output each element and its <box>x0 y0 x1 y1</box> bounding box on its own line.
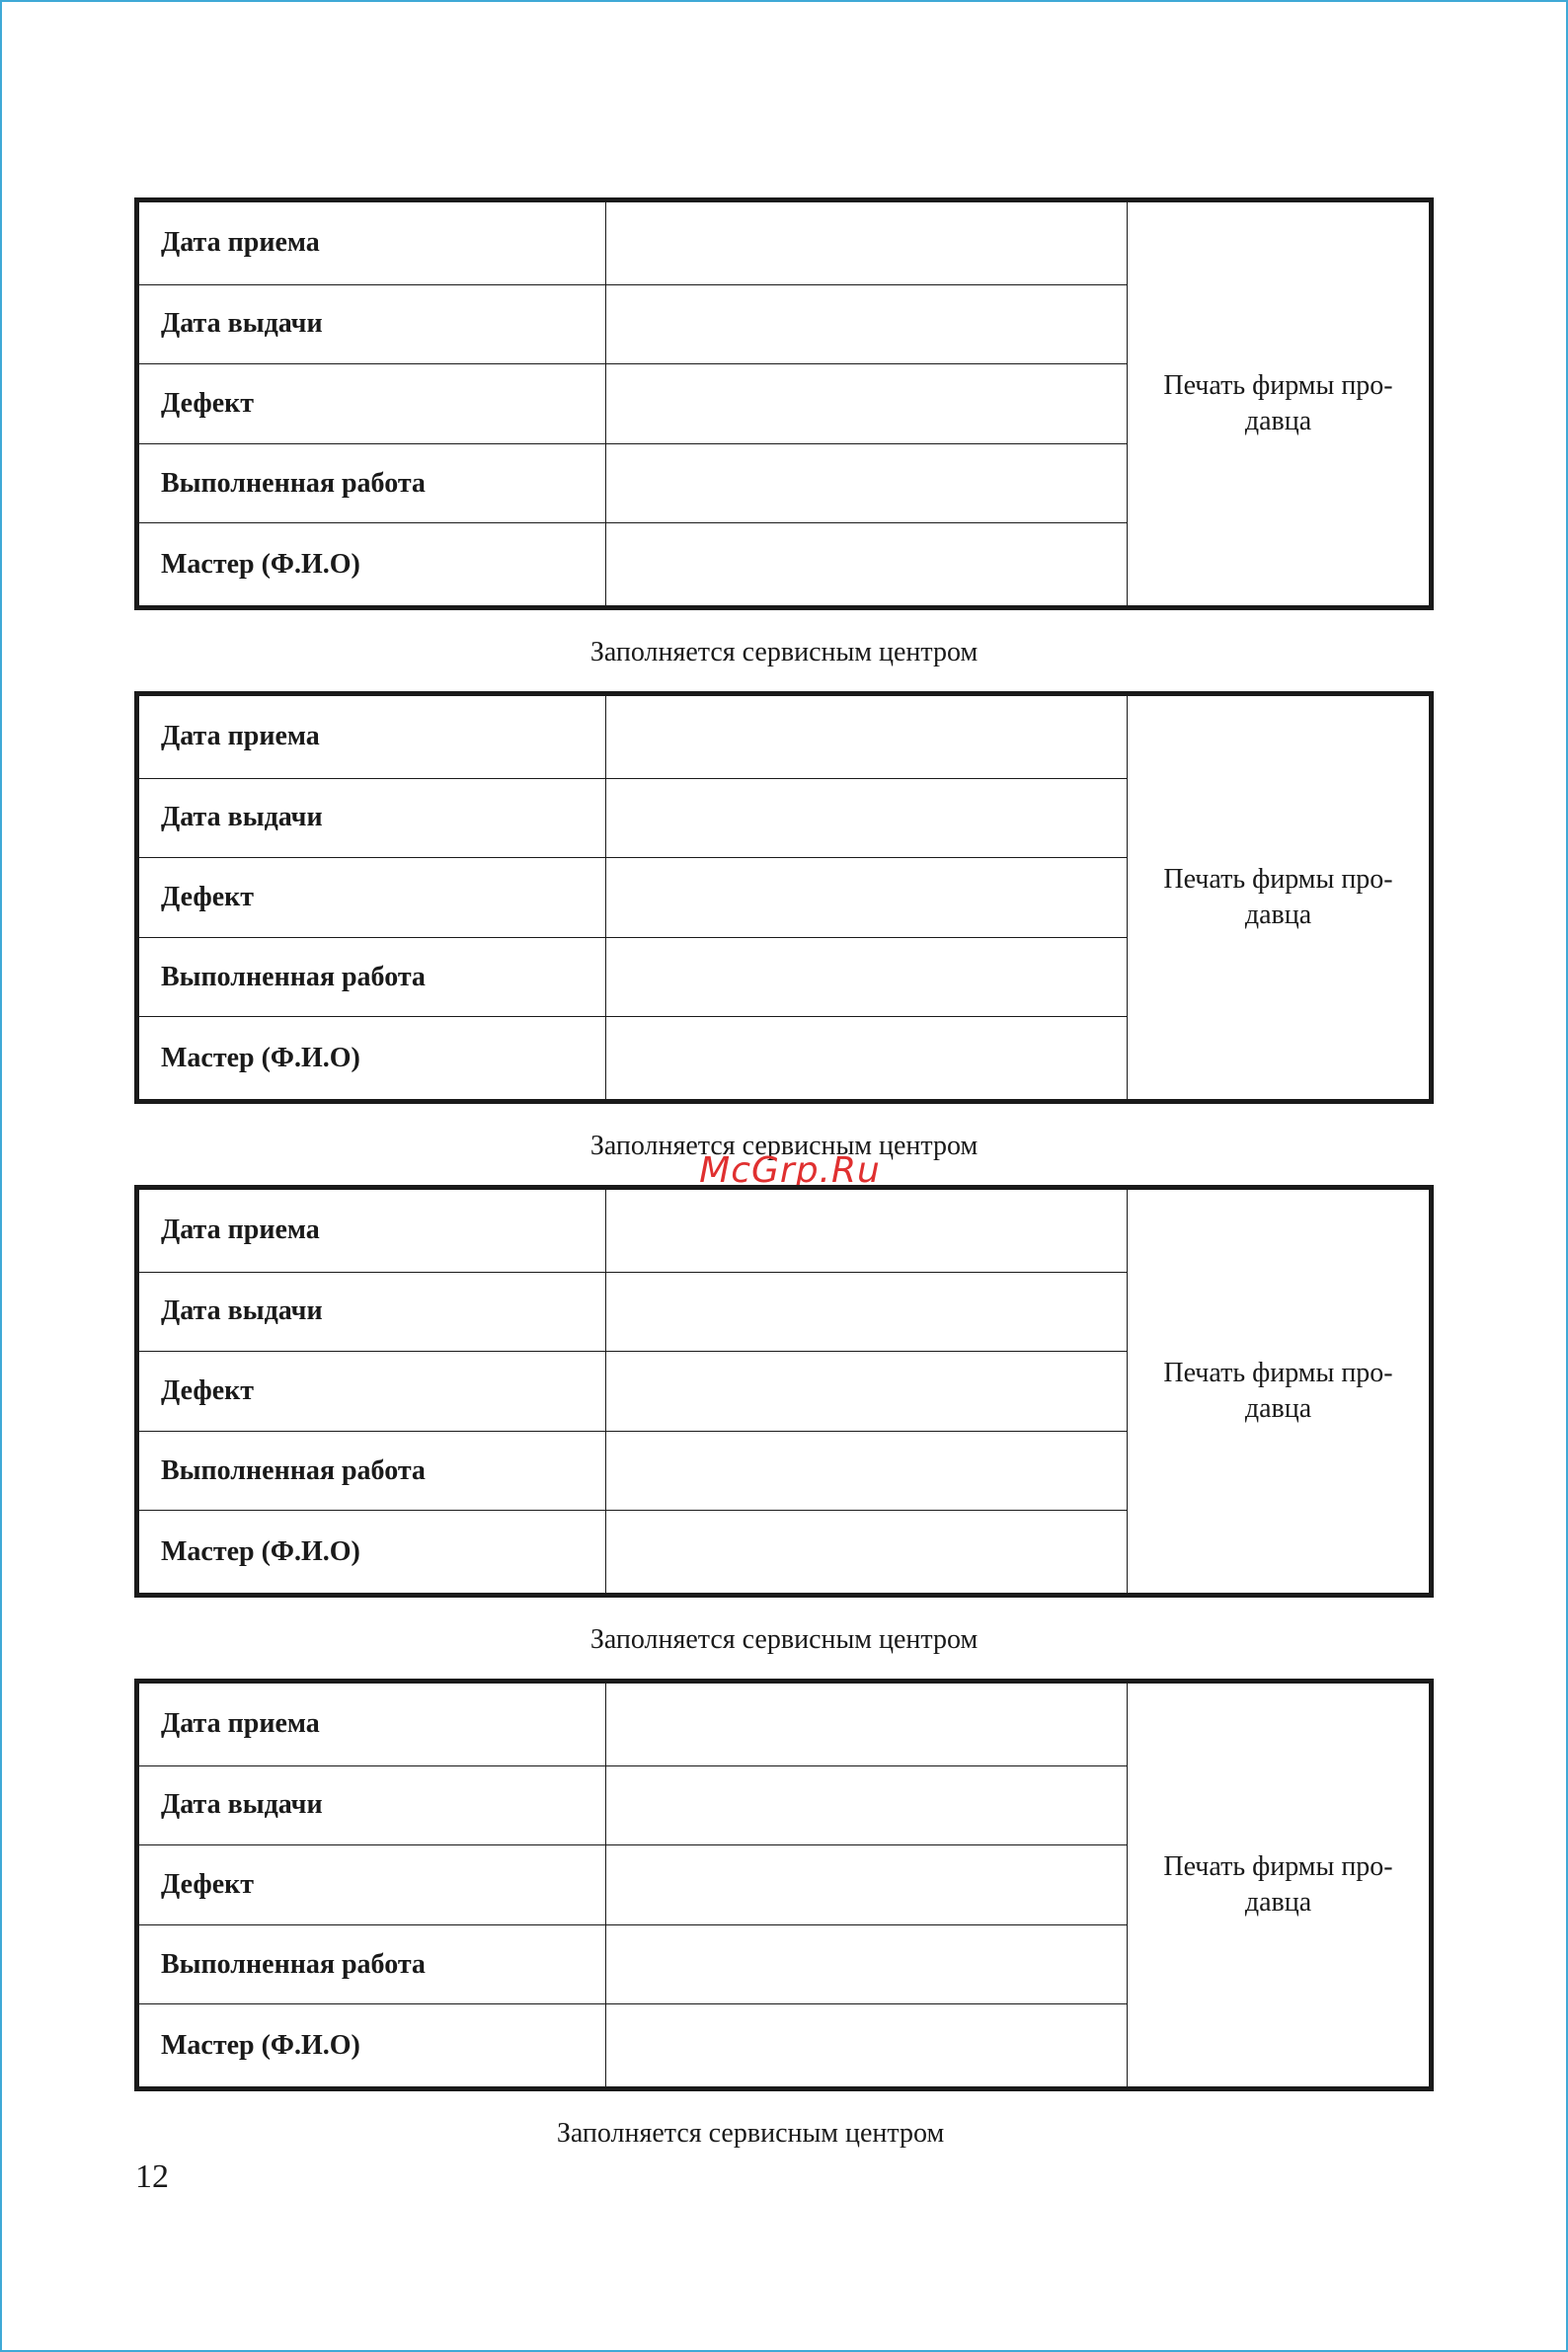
stamp-text-line1: Печать фирмы про- <box>1163 370 1393 401</box>
label-master: Мастер (Ф.И.О) <box>137 2004 606 2089</box>
work-done-field[interactable] <box>606 443 1128 523</box>
issue-date-field[interactable] <box>606 1765 1128 1845</box>
seller-stamp-area <box>1128 1188 1432 1596</box>
service-form-3 <box>134 1185 1434 1598</box>
label-work-done: Выполненная работа <box>137 1924 606 2004</box>
stamp-text-line2: давца <box>1244 1393 1312 1424</box>
label-defect: Дефект <box>137 858 606 938</box>
service-form-1 <box>134 197 1434 610</box>
work-done-field[interactable] <box>606 937 1128 1017</box>
defect-field[interactable] <box>606 1845 1128 1925</box>
seller-stamp-area <box>1128 694 1432 1102</box>
form-caption-4: Заполняется сервисным центром <box>556 2118 945 2149</box>
master-field[interactable] <box>606 1511 1128 1596</box>
stamp-text-line2: давца <box>1244 406 1312 436</box>
received-date-field[interactable] <box>606 694 1128 779</box>
label-received-date: Дата приема <box>137 1188 606 1273</box>
issue-date-field[interactable] <box>606 1272 1128 1352</box>
stamp-text-line1: Печать фирмы про- <box>1163 1851 1393 1882</box>
master-field[interactable] <box>606 523 1128 608</box>
work-done-field[interactable] <box>606 1431 1128 1511</box>
label-master: Мастер (Ф.И.О) <box>137 523 606 608</box>
label-issue-date: Дата выдачи <box>137 1765 606 1845</box>
defect-field[interactable] <box>606 364 1128 444</box>
label-received-date: Дата приема <box>137 200 606 285</box>
label-defect: Дефект <box>137 1352 606 1432</box>
label-master: Мастер (Ф.И.О) <box>137 1511 606 1596</box>
stamp-text-line1: Печать фирмы про- <box>1163 1358 1393 1388</box>
form-caption-2: Заполняется сервисным центром <box>589 1131 979 1161</box>
issue-date-field[interactable] <box>606 778 1128 858</box>
watermark: McGrp.Ru <box>699 1150 881 1191</box>
seller-stamp-area <box>1128 1682 1432 2089</box>
label-defect: Дефект <box>137 364 606 444</box>
form-caption-3: Заполняется сервисным центром <box>589 1624 979 1655</box>
label-issue-date: Дата выдачи <box>137 284 606 364</box>
label-master: Мастер (Ф.И.О) <box>137 1017 606 1102</box>
issue-date-field[interactable] <box>606 284 1128 364</box>
received-date-field[interactable] <box>606 200 1128 285</box>
service-form-2 <box>134 691 1434 1104</box>
label-work-done: Выполненная работа <box>137 937 606 1017</box>
label-received-date: Дата приема <box>137 694 606 779</box>
stamp-text-line2: давца <box>1244 1887 1312 1918</box>
seller-stamp-area <box>1128 200 1432 608</box>
master-field[interactable] <box>606 1017 1128 1102</box>
received-date-field[interactable] <box>606 1682 1128 1766</box>
received-date-field[interactable] <box>606 1188 1128 1273</box>
label-received-date: Дата приема <box>137 1682 606 1766</box>
defect-field[interactable] <box>606 858 1128 938</box>
stamp-text-line2: давца <box>1244 900 1312 930</box>
label-defect: Дефект <box>137 1845 606 1925</box>
defect-field[interactable] <box>606 1352 1128 1432</box>
page-number: 12 <box>135 2158 169 2195</box>
work-done-field[interactable] <box>606 1924 1128 2004</box>
form-caption-1: Заполняется сервисным центром <box>589 637 979 667</box>
label-issue-date: Дата выдачи <box>137 778 606 858</box>
master-field[interactable] <box>606 2004 1128 2089</box>
label-work-done: Выполненная работа <box>137 443 606 523</box>
label-issue-date: Дата выдачи <box>137 1272 606 1352</box>
service-form-4 <box>134 1679 1434 2091</box>
stamp-text-line1: Печать фирмы про- <box>1163 864 1393 895</box>
label-work-done: Выполненная работа <box>137 1431 606 1511</box>
